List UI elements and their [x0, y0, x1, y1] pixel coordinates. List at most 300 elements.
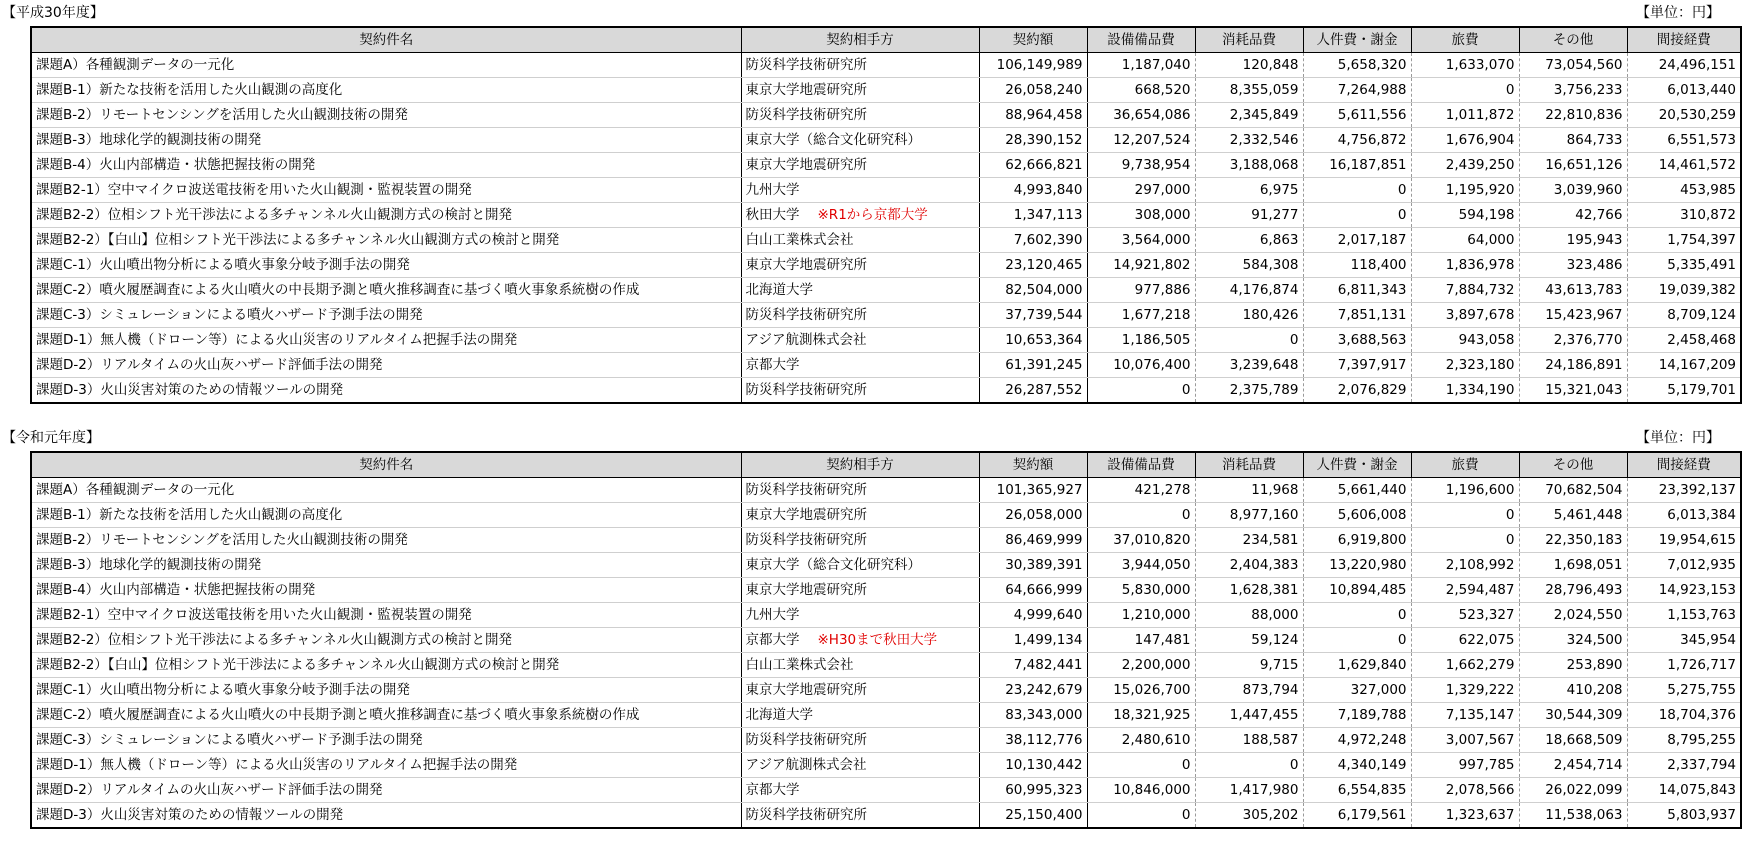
cell-travel: 594,198 [1411, 203, 1519, 228]
cell-other: 73,054,560 [1519, 53, 1627, 78]
cell-personnel: 327,000 [1303, 678, 1411, 703]
cell-indirect: 453,985 [1627, 178, 1741, 203]
party-name: 白山工業株式会社 [745, 232, 854, 248]
cell-other: 3,756,233 [1519, 78, 1627, 103]
cell-consumables: 6,863 [1195, 228, 1303, 253]
cell-equipment: 10,076,400 [1087, 353, 1195, 378]
party-name: 九州大学 [745, 182, 800, 198]
section-header [0, 0, 1759, 26]
cell-amount: 4,999,640 [979, 603, 1087, 628]
section-h30 [0, 0, 1759, 398]
cell-amount: 106,149,989 [979, 53, 1087, 78]
cell-equipment: 3,564,000 [1087, 228, 1195, 253]
cell-consumables: 873,794 [1195, 678, 1303, 703]
cell-personnel: 16,187,851 [1303, 153, 1411, 178]
cell-other: 864,733 [1519, 128, 1627, 153]
header-indirect: 間接経費 [1627, 27, 1741, 53]
cell-equipment: 1,210,000 [1087, 603, 1195, 628]
cell-consumables: 2,375,789 [1195, 378, 1303, 404]
cell-equipment: 0 [1087, 803, 1195, 829]
cell-equipment: 5,830,000 [1087, 578, 1195, 603]
cell-equipment: 421,278 [1087, 478, 1195, 503]
cell-personnel: 118,400 [1303, 253, 1411, 278]
cell-other: 42,766 [1519, 203, 1627, 228]
cell-party [741, 328, 979, 353]
cell-indirect: 20,530,259 [1627, 103, 1741, 128]
cell-amount: 26,058,240 [979, 78, 1087, 103]
cell-indirect: 24,496,151 [1627, 53, 1741, 78]
cell-other: 43,613,783 [1519, 278, 1627, 303]
header-equipment: 設備備品費 [1087, 27, 1195, 53]
cell-indirect: 8,795,255 [1627, 728, 1741, 753]
budget-table [30, 451, 1742, 829]
cell-party [741, 753, 979, 778]
cell-contract-name: 課題B2-2）【白山】位相シフト光干渉法による多チャンネル火山観測方式の検討と開発 [31, 653, 741, 678]
party-name: 防災科学技術研究所 [745, 107, 867, 123]
cell-indirect: 1,153,763 [1627, 603, 1741, 628]
cell-travel: 622,075 [1411, 628, 1519, 653]
cell-consumables: 2,332,546 [1195, 128, 1303, 153]
cell-travel: 2,078,566 [1411, 778, 1519, 803]
table-row [31, 153, 1741, 178]
cell-personnel: 0 [1303, 203, 1411, 228]
cell-indirect: 19,039,382 [1627, 278, 1741, 303]
cell-indirect: 19,954,615 [1627, 528, 1741, 553]
cell-party [741, 628, 979, 653]
cell-party [741, 228, 979, 253]
cell-amount: 1,347,113 [979, 203, 1087, 228]
party-name: 京都大学 [745, 357, 800, 373]
cell-contract-name: 課題B2-1）空中マイクロ波送電技術を用いた火山観測・監視装置の開発 [31, 178, 741, 203]
table-row [31, 178, 1741, 203]
cell-personnel: 0 [1303, 603, 1411, 628]
cell-personnel: 7,264,988 [1303, 78, 1411, 103]
cell-party [741, 53, 979, 78]
cell-contract-name: 課題C-1）火山噴出物分析による噴火事象分岐予測手法の開発 [31, 253, 741, 278]
cell-party [741, 553, 979, 578]
cell-travel: 523,327 [1411, 603, 1519, 628]
cell-amount: 26,058,000 [979, 503, 1087, 528]
cell-amount: 4,993,840 [979, 178, 1087, 203]
cell-indirect: 310,872 [1627, 203, 1741, 228]
cell-consumables: 88,000 [1195, 603, 1303, 628]
cell-consumables: 1,447,455 [1195, 703, 1303, 728]
cell-consumables: 0 [1195, 753, 1303, 778]
cell-other: 22,350,183 [1519, 528, 1627, 553]
budget-table [30, 26, 1742, 404]
cell-indirect: 6,013,440 [1627, 78, 1741, 103]
cell-amount: 10,130,442 [979, 753, 1087, 778]
cell-indirect: 14,923,153 [1627, 578, 1741, 603]
cell-indirect: 5,275,755 [1627, 678, 1741, 703]
cell-equipment: 668,520 [1087, 78, 1195, 103]
cell-indirect: 8,709,124 [1627, 303, 1741, 328]
cell-contract-name: 課題A）各種観測データの一元化 [31, 53, 741, 78]
cell-contract-name: 課題C-3）シミュレーションによる噴火ハザード予測手法の開発 [31, 303, 741, 328]
cell-personnel: 4,756,872 [1303, 128, 1411, 153]
cell-other: 1,698,051 [1519, 553, 1627, 578]
table-row [31, 653, 1741, 678]
cell-personnel: 7,397,917 [1303, 353, 1411, 378]
cell-other: 26,022,099 [1519, 778, 1627, 803]
unit-label: 【単位：円】 [1636, 5, 1720, 21]
cell-party [741, 203, 979, 228]
cell-party [741, 678, 979, 703]
cell-amount: 61,391,245 [979, 353, 1087, 378]
party-name: 防災科学技術研究所 [745, 307, 867, 323]
cell-party [741, 803, 979, 829]
cell-indirect: 1,726,717 [1627, 653, 1741, 678]
cell-personnel: 5,611,556 [1303, 103, 1411, 128]
header-personnel: 人件費・謝金 [1303, 452, 1411, 478]
cell-amount: 88,964,458 [979, 103, 1087, 128]
cell-amount: 86,469,999 [979, 528, 1087, 553]
cell-travel: 943,058 [1411, 328, 1519, 353]
header-row [31, 452, 1741, 478]
cell-equipment: 2,480,610 [1087, 728, 1195, 753]
table-row [31, 303, 1741, 328]
section-header [0, 425, 1759, 451]
party-name: 京都大学 [745, 632, 800, 648]
party-name: 東京大学（総合文化研究科） [745, 557, 921, 573]
cell-contract-name: 課題B-2）リモートセンシングを活用した火山観測技術の開発 [31, 528, 741, 553]
cell-contract-name: 課題C-1）火山噴出物分析による噴火事象分岐予測手法の開発 [31, 678, 741, 703]
cell-contract-name: 課題D-2）リアルタイムの火山灰ハザード評価手法の開発 [31, 353, 741, 378]
cell-amount: 10,653,364 [979, 328, 1087, 353]
table-row [31, 203, 1741, 228]
cell-party [741, 703, 979, 728]
cell-contract-name: 課題C-2）噴火履歴調査による火山噴火の中長期予測と噴火推移調査に基づく噴火事象系統樹の作成 [31, 703, 741, 728]
cell-party [741, 503, 979, 528]
cell-other: 2,376,770 [1519, 328, 1627, 353]
cell-travel: 1,196,600 [1411, 478, 1519, 503]
cell-amount: 60,995,323 [979, 778, 1087, 803]
header-name: 契約件名 [31, 452, 741, 478]
party-note: ※H30まで秋田大学 [817, 632, 938, 648]
party-name: 防災科学技術研究所 [745, 57, 867, 73]
party-name: 防災科学技術研究所 [745, 482, 867, 498]
cell-equipment: 297,000 [1087, 178, 1195, 203]
cell-other: 15,423,967 [1519, 303, 1627, 328]
cell-amount: 23,242,679 [979, 678, 1087, 703]
party-name: 北海道大学 [745, 282, 813, 298]
cell-consumables: 11,968 [1195, 478, 1303, 503]
table-row [31, 103, 1741, 128]
cell-amount: 101,365,927 [979, 478, 1087, 503]
cell-other: 410,208 [1519, 678, 1627, 703]
party-name: 防災科学技術研究所 [745, 382, 867, 398]
cell-equipment: 147,481 [1087, 628, 1195, 653]
cell-other: 30,544,309 [1519, 703, 1627, 728]
cell-equipment: 1,187,040 [1087, 53, 1195, 78]
unit-label: 【単位：円】 [1636, 430, 1720, 446]
cell-party [741, 653, 979, 678]
cell-party [741, 178, 979, 203]
cell-other: 11,538,063 [1519, 803, 1627, 829]
table-row [31, 678, 1741, 703]
cell-travel: 7,135,147 [1411, 703, 1519, 728]
cell-consumables: 1,417,980 [1195, 778, 1303, 803]
cell-amount: 1,499,134 [979, 628, 1087, 653]
table-row [31, 628, 1741, 653]
cell-contract-name: 課題B-4）火山内部構造・状態把握技術の開発 [31, 153, 741, 178]
party-name: 東京大学（総合文化研究科） [745, 132, 921, 148]
cell-indirect: 5,335,491 [1627, 253, 1741, 278]
party-name: 九州大学 [745, 607, 800, 623]
cell-travel: 1,633,070 [1411, 53, 1519, 78]
cell-other: 24,186,891 [1519, 353, 1627, 378]
cell-indirect: 14,167,209 [1627, 353, 1741, 378]
cell-travel: 2,439,250 [1411, 153, 1519, 178]
table-row [31, 328, 1741, 353]
header-consumables: 消耗品費 [1195, 27, 1303, 53]
cell-contract-name: 課題D-1）無人機（ドローン等）による火山災害のリアルタイム把握手法の開発 [31, 328, 741, 353]
cell-other: 18,668,509 [1519, 728, 1627, 753]
cell-other: 195,943 [1519, 228, 1627, 253]
header-equipment: 設備備品費 [1087, 452, 1195, 478]
section-title: 【令和元年度】 [2, 430, 100, 446]
cell-personnel: 2,076,829 [1303, 378, 1411, 404]
cell-other: 22,810,836 [1519, 103, 1627, 128]
table-row [31, 803, 1741, 829]
header-amount: 契約額 [979, 27, 1087, 53]
cell-other: 3,039,960 [1519, 178, 1627, 203]
cell-consumables: 9,715 [1195, 653, 1303, 678]
cell-other: 70,682,504 [1519, 478, 1627, 503]
cell-indirect: 2,337,794 [1627, 753, 1741, 778]
table-row [31, 378, 1741, 404]
cell-travel: 1,334,190 [1411, 378, 1519, 404]
cell-party [741, 103, 979, 128]
table-row [31, 503, 1741, 528]
cell-personnel: 5,661,440 [1303, 478, 1411, 503]
cell-equipment: 12,207,524 [1087, 128, 1195, 153]
cell-personnel: 4,972,248 [1303, 728, 1411, 753]
cell-contract-name: 課題A）各種観測データの一元化 [31, 478, 741, 503]
cell-personnel: 6,554,835 [1303, 778, 1411, 803]
cell-travel: 1,662,279 [1411, 653, 1519, 678]
cell-consumables: 584,308 [1195, 253, 1303, 278]
cell-indirect: 2,458,468 [1627, 328, 1741, 353]
cell-equipment: 308,000 [1087, 203, 1195, 228]
cell-other: 2,024,550 [1519, 603, 1627, 628]
cell-personnel: 3,688,563 [1303, 328, 1411, 353]
cell-amount: 7,602,390 [979, 228, 1087, 253]
cell-equipment: 2,200,000 [1087, 653, 1195, 678]
header-travel: 旅費 [1411, 27, 1519, 53]
cell-equipment: 36,654,086 [1087, 103, 1195, 128]
cell-contract-name: 課題B-3）地球化学的観測技術の開発 [31, 553, 741, 578]
party-name: 東京大学地震研究所 [745, 507, 867, 523]
cell-travel: 3,007,567 [1411, 728, 1519, 753]
cell-consumables: 120,848 [1195, 53, 1303, 78]
cell-indirect: 5,179,701 [1627, 378, 1741, 404]
cell-contract-name: 課題B-4）火山内部構造・状態把握技術の開発 [31, 578, 741, 603]
cell-equipment: 0 [1087, 378, 1195, 404]
cell-contract-name: 課題B2-2）位相シフト光干渉法による多チャンネル火山観測方式の検討と開発 [31, 203, 741, 228]
cell-other: 28,796,493 [1519, 578, 1627, 603]
cell-amount: 26,287,552 [979, 378, 1087, 404]
cell-travel: 0 [1411, 78, 1519, 103]
cell-party [741, 378, 979, 404]
cell-travel: 1,676,904 [1411, 128, 1519, 153]
cell-other: 2,454,714 [1519, 753, 1627, 778]
cell-amount: 62,666,821 [979, 153, 1087, 178]
table-row [31, 128, 1741, 153]
cell-personnel: 0 [1303, 628, 1411, 653]
cell-contract-name: 課題B2-2）位相シフト光干渉法による多チャンネル火山観測方式の検討と開発 [31, 628, 741, 653]
cell-consumables: 180,426 [1195, 303, 1303, 328]
header-party: 契約相手方 [741, 452, 979, 478]
cell-personnel: 6,811,343 [1303, 278, 1411, 303]
table-row [31, 278, 1741, 303]
cell-personnel: 7,851,131 [1303, 303, 1411, 328]
cell-travel: 7,884,732 [1411, 278, 1519, 303]
cell-party [741, 78, 979, 103]
cell-contract-name: 課題B-1）新たな技術を活用した火山観測の高度化 [31, 503, 741, 528]
cell-equipment: 37,010,820 [1087, 528, 1195, 553]
cell-personnel: 1,629,840 [1303, 653, 1411, 678]
cell-consumables: 91,277 [1195, 203, 1303, 228]
party-name: 東京大学地震研究所 [745, 82, 867, 98]
cell-amount: 25,150,400 [979, 803, 1087, 829]
party-name: 京都大学 [745, 782, 800, 798]
table-row [31, 253, 1741, 278]
cell-contract-name: 課題D-1）無人機（ドローン等）による火山災害のリアルタイム把握手法の開発 [31, 753, 741, 778]
cell-equipment: 1,186,505 [1087, 328, 1195, 353]
cell-travel: 64,000 [1411, 228, 1519, 253]
cell-indirect: 7,012,935 [1627, 553, 1741, 578]
cell-equipment: 977,886 [1087, 278, 1195, 303]
header-indirect: 間接経費 [1627, 452, 1741, 478]
party-name: 東京大学地震研究所 [745, 157, 867, 173]
cell-amount: 7,482,441 [979, 653, 1087, 678]
cell-party [741, 578, 979, 603]
cell-amount: 23,120,465 [979, 253, 1087, 278]
cell-contract-name: 課題B-3）地球化学的観測技術の開発 [31, 128, 741, 153]
cell-travel: 1,195,920 [1411, 178, 1519, 203]
cell-travel: 2,323,180 [1411, 353, 1519, 378]
cell-personnel: 7,189,788 [1303, 703, 1411, 728]
cell-personnel: 6,919,800 [1303, 528, 1411, 553]
party-name: アジア航測株式会社 [745, 332, 867, 348]
cell-party [741, 778, 979, 803]
table-row [31, 228, 1741, 253]
cell-party [741, 603, 979, 628]
cell-amount: 28,390,152 [979, 128, 1087, 153]
cell-equipment: 18,321,925 [1087, 703, 1195, 728]
table-row [31, 53, 1741, 78]
cell-amount: 82,504,000 [979, 278, 1087, 303]
cell-consumables: 2,404,383 [1195, 553, 1303, 578]
party-name: 東京大学地震研究所 [745, 257, 867, 273]
party-name: 防災科学技術研究所 [745, 532, 867, 548]
table-row [31, 353, 1741, 378]
cell-personnel: 2,017,187 [1303, 228, 1411, 253]
header-party: 契約相手方 [741, 27, 979, 53]
cell-consumables: 8,977,160 [1195, 503, 1303, 528]
cell-consumables: 234,581 [1195, 528, 1303, 553]
cell-indirect: 345,954 [1627, 628, 1741, 653]
cell-equipment: 3,944,050 [1087, 553, 1195, 578]
table-row [31, 703, 1741, 728]
cell-party [741, 153, 979, 178]
cell-travel: 3,897,678 [1411, 303, 1519, 328]
cell-personnel: 0 [1303, 178, 1411, 203]
cell-contract-name: 課題D-3）火山災害対策のための情報ツールの開発 [31, 803, 741, 829]
cell-other: 15,321,043 [1519, 378, 1627, 404]
cell-personnel: 13,220,980 [1303, 553, 1411, 578]
cell-equipment: 0 [1087, 503, 1195, 528]
cell-equipment: 1,677,218 [1087, 303, 1195, 328]
party-name: アジア航測株式会社 [745, 757, 867, 773]
cell-travel: 1,836,978 [1411, 253, 1519, 278]
header-travel: 旅費 [1411, 452, 1519, 478]
cell-party [741, 303, 979, 328]
party-name: 防災科学技術研究所 [745, 732, 867, 748]
cell-equipment: 9,738,954 [1087, 153, 1195, 178]
table-body [31, 53, 1741, 404]
cell-amount: 30,389,391 [979, 553, 1087, 578]
cell-consumables: 1,628,381 [1195, 578, 1303, 603]
cell-amount: 83,343,000 [979, 703, 1087, 728]
cell-amount: 38,112,776 [979, 728, 1087, 753]
cell-equipment: 15,026,700 [1087, 678, 1195, 703]
cell-contract-name: 課題D-2）リアルタイムの火山灰ハザード評価手法の開発 [31, 778, 741, 803]
cell-other: 16,651,126 [1519, 153, 1627, 178]
cell-indirect: 6,551,573 [1627, 128, 1741, 153]
cell-personnel: 4,340,149 [1303, 753, 1411, 778]
cell-indirect: 6,013,384 [1627, 503, 1741, 528]
party-name: 北海道大学 [745, 707, 813, 723]
cell-indirect: 14,461,572 [1627, 153, 1741, 178]
header-row [31, 27, 1741, 53]
cell-party [741, 728, 979, 753]
cell-personnel: 5,658,320 [1303, 53, 1411, 78]
cell-travel: 1,329,222 [1411, 678, 1519, 703]
cell-travel: 0 [1411, 528, 1519, 553]
section-r1 [0, 425, 1759, 823]
cell-equipment: 10,846,000 [1087, 778, 1195, 803]
cell-personnel: 6,179,561 [1303, 803, 1411, 829]
cell-indirect: 1,754,397 [1627, 228, 1741, 253]
cell-personnel: 5,606,008 [1303, 503, 1411, 528]
cell-contract-name: 課題B-1）新たな技術を活用した火山観測の高度化 [31, 78, 741, 103]
cell-equipment: 14,921,802 [1087, 253, 1195, 278]
cell-party [741, 528, 979, 553]
header-other: その他 [1519, 452, 1627, 478]
cell-party [741, 478, 979, 503]
cell-party [741, 353, 979, 378]
cell-other: 5,461,448 [1519, 503, 1627, 528]
cell-party [741, 278, 979, 303]
header-amount: 契約額 [979, 452, 1087, 478]
cell-travel: 1,011,872 [1411, 103, 1519, 128]
cell-equipment: 0 [1087, 753, 1195, 778]
cell-consumables: 8,355,059 [1195, 78, 1303, 103]
cell-consumables: 2,345,849 [1195, 103, 1303, 128]
cell-amount: 37,739,544 [979, 303, 1087, 328]
cell-contract-name: 課題C-3）シミュレーションによる噴火ハザード予測手法の開発 [31, 728, 741, 753]
party-note: ※R1から京都大学 [817, 207, 928, 223]
cell-party [741, 253, 979, 278]
cell-contract-name: 課題B-2）リモートセンシングを活用した火山観測技術の開発 [31, 103, 741, 128]
header-consumables: 消耗品費 [1195, 452, 1303, 478]
party-name: 秋田大学 [745, 207, 800, 223]
cell-consumables: 0 [1195, 328, 1303, 353]
table-row [31, 603, 1741, 628]
cell-party [741, 128, 979, 153]
